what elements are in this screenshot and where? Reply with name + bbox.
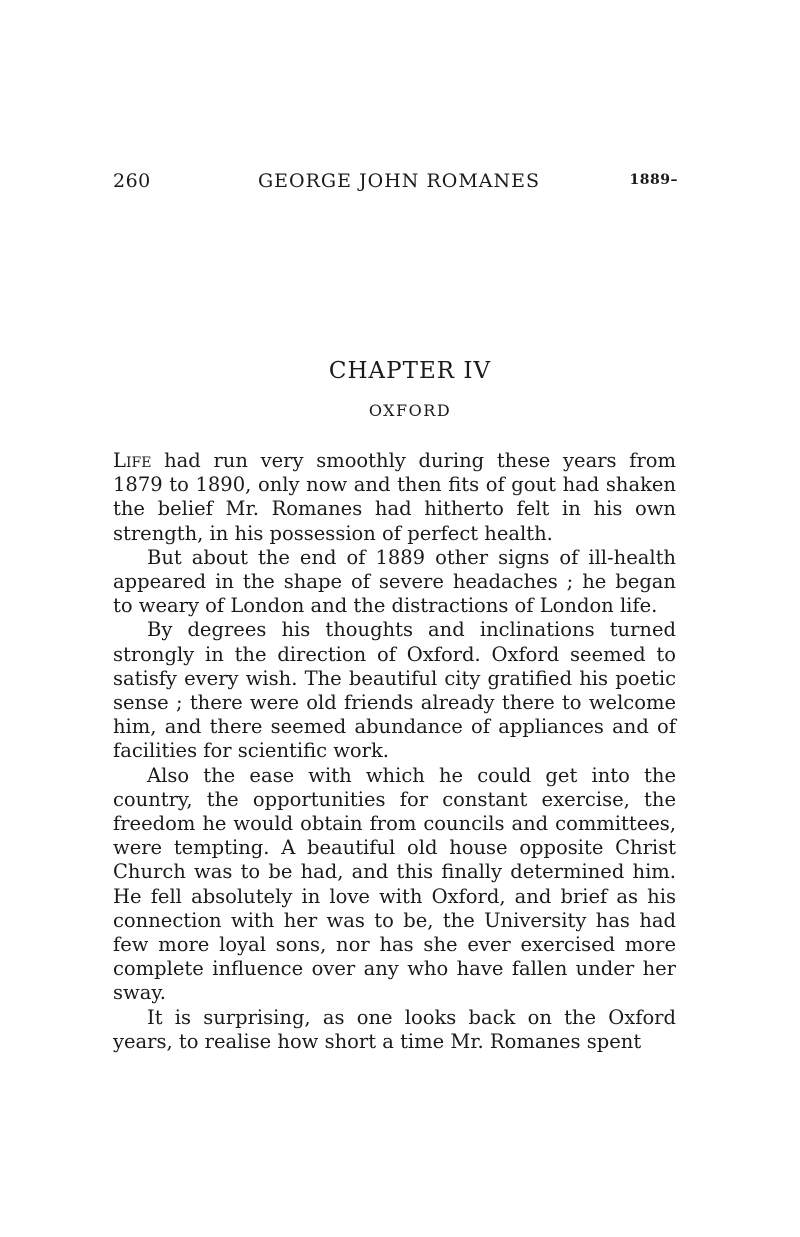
- body-text: [113, 449, 676, 1054]
- chapter-subtitle-text: OXFORD: [368, 401, 452, 420]
- drop-word: Life: [113, 449, 152, 472]
- running-head: [113, 170, 678, 194]
- paragraph: But about the end of 1889 other signs of ill-health appeared in the shape of severe headaches ; he began to weary of London and the distractions of London life.: [113, 545, 676, 618]
- running-title: GEORGE JOHN ROMANES: [258, 170, 541, 192]
- paragraph: By degrees his thoughts and inclinations turned strongly in the direction of Oxford. Oxford seemed to satisfy every wish. The beautiful city gratified his poetic sense ; there were old friends already there to welcome him, and there seemed abundance of appliances and of facilities for scientific work.: [113, 618, 676, 763]
- paragraph: It is surprising, as one looks back on the Oxford years, to realise how short a time Mr. Romanes spent: [113, 1005, 676, 1053]
- paragraph-text: had run very smoothly during these years from 1879 to 1890, only now and then fits of gout had shaken the belief Mr. Romanes had hitherto felt in his own strength, in his possession of perfect health.: [113, 449, 676, 545]
- year-range: 1889–: [629, 172, 678, 188]
- page-number: 260: [113, 170, 151, 192]
- paragraph: [113, 449, 676, 546]
- chapter-heading: [0, 358, 800, 384]
- chapter-heading-text: CHAPTER IV: [328, 358, 492, 384]
- paragraph: Also the ease with which he could get into the country, the opportunities for constant exercise, the freedom he would obtain from councils and committees, were tempting. A beautiful old house opposite Christ Church was to be had, and this finally determined him. He fell absolutely in love with Oxford, and brief as his connection with her was to be, the University has had few more loyal sons, nor has she ever exercised more complete influence over any who have fallen under her sway.: [113, 763, 676, 1005]
- chapter-subtitle: [0, 401, 800, 420]
